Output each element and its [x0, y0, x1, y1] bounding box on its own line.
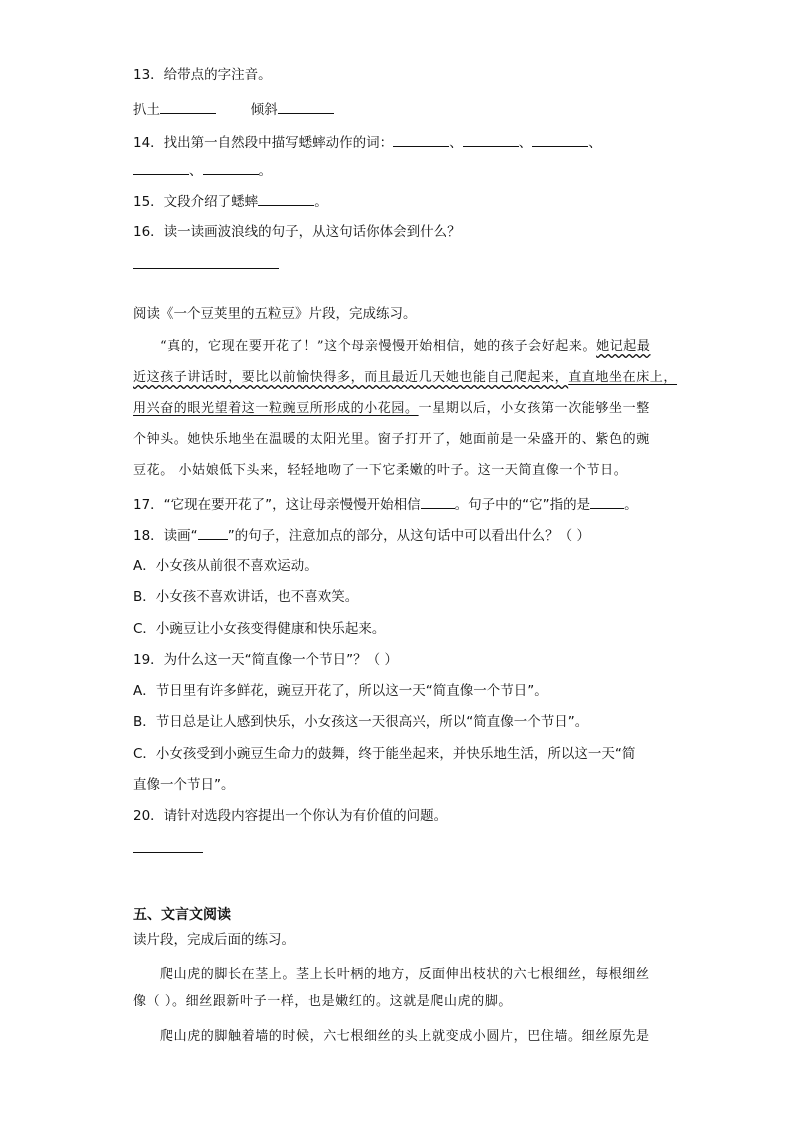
- reading2-line-4: 个钟头。她快乐地坐在温暖的太阳光里。窗子打开了，她面前是一朵盛开的、紫色的豌: [133, 432, 650, 447]
- q13-blank-a[interactable]: [160, 99, 216, 114]
- q14-blank-3[interactable]: [532, 132, 588, 147]
- q14-line-2: 、 。: [133, 160, 272, 180]
- q13-blank-b[interactable]: [278, 99, 334, 114]
- q13-word-a: 扒土: [133, 102, 160, 118]
- q14-blank-5[interactable]: [203, 160, 259, 175]
- q18-blank: [198, 525, 228, 540]
- q14-title-line: 14．找出第一自然段中描写蟋蟀动作的词： 、 、 、: [133, 132, 602, 152]
- straight-underline-part-1: 直直地坐在床上，: [568, 370, 678, 385]
- section5-line-2: 像（ ）。细丝跟新叶子一样，也是嫩红的。这就是爬山虎的脚。: [133, 994, 513, 1009]
- q15-line: 15．文段介绍了蟋蟀 。: [133, 191, 328, 211]
- q18-option-b[interactable]: B．小女孩不喜欢讲话，也不喜欢笑。: [133, 589, 359, 605]
- section5-line-3: 爬山虎的脚触着墙的时候，六七根细丝的头上就变成小圆片，巴住墙。细丝原先是: [160, 1029, 650, 1044]
- q17-blank-1[interactable]: [421, 494, 455, 509]
- q19-option-a[interactable]: A．节日里有许多鲜花，豌豆开花了，所以这一天“简直像一个节日”。: [133, 683, 548, 699]
- section5-intro: 读片段，完成后面的练习。: [133, 932, 295, 948]
- q14-blank-1[interactable]: [393, 132, 449, 147]
- q18-title: 18．读画“ ”的句子，注意加点的部分，从这句话中可以看出什么？（ ）: [133, 525, 590, 545]
- q14-blank-2[interactable]: [463, 132, 519, 147]
- q17-line: 17．“它现在要开花了”，这让母亲慢慢开始相信 。句子中的“它”指的是 。: [133, 494, 638, 514]
- q16-answer-line[interactable]: [133, 268, 279, 269]
- q13-answers: [133, 99, 334, 119]
- q19-option-c-cont: 直像一个节日”。: [133, 777, 235, 793]
- reading2-line-3: 用兴奋的眼光望着这一粒豌豆所形成的小花园。一星期以后，小女孩第一次能够坐一整: [133, 401, 650, 416]
- reading2-line-5: 豆花。 小姑娘低下头来，轻轻地吻了一下它柔嫩的叶子。这一天简直像一个节日。: [133, 463, 628, 478]
- q13-word-b: 倾斜: [250, 102, 278, 118]
- q13-title: 13．给带点的字注音。: [133, 67, 272, 83]
- straight-underline-part-2: 用兴奋的眼光望着这一粒豌豆所形成的小花园。: [133, 401, 419, 416]
- q18-option-c[interactable]: C．小豌豆让小女孩变得健康和快乐起来。: [133, 621, 386, 637]
- section5-line-1: 爬山虎的脚长在茎上。茎上长叶柄的地方，反面伸出枝状的六七根细丝，每根细丝: [160, 967, 650, 982]
- q20-answer-line[interactable]: [133, 852, 203, 853]
- wavy-sentence-part-1: 她记起最: [596, 339, 651, 354]
- q19-option-c[interactable]: C．小女孩受到小豌豆生命力的鼓舞，终于能坐起来，并快乐地生活，所以这一天“简: [133, 746, 636, 762]
- q19-option-b[interactable]: B．节日总是让人感到快乐，小女孩这一天很高兴，所以“简直像一个节日”。: [133, 714, 589, 730]
- q15-blank[interactable]: [258, 191, 314, 206]
- q18-option-a[interactable]: A．小女孩从前很不喜欢运动。: [133, 558, 318, 574]
- wavy-sentence-part-2: 近这孩子讲话时，要比以前愉快得多，而且最近几天她也能自己爬起来，: [133, 370, 569, 385]
- q14-blank-4[interactable]: [133, 160, 189, 175]
- reading2-line-2: [133, 369, 677, 387]
- q19-title: 19．为什么这一天“简直像一个节日”？（ ）: [133, 652, 398, 668]
- section5-heading: 五、文言文阅读: [133, 907, 231, 923]
- reading2-line-1: “真的，它现在要开花了！”这个母亲慢慢开始相信，她的孩子会好起来。她记起最: [160, 339, 651, 354]
- q15-text: 15．文段介绍了蟋蟀: [133, 194, 259, 210]
- q17-blank-2[interactable]: [590, 494, 624, 509]
- q16-title: 16．读一读画波浪线的句子，从这句话你体会到什么？: [133, 224, 461, 240]
- q20-title: 20．请针对选段内容提出一个你认为有价值的问题。: [133, 808, 448, 824]
- reading2-intro: 阅读《一个豆荚里的五粒豆》片段，完成练习。: [133, 306, 417, 322]
- q14-title: 14．找出第一自然段中描写蟋蟀动作的词：: [133, 135, 394, 151]
